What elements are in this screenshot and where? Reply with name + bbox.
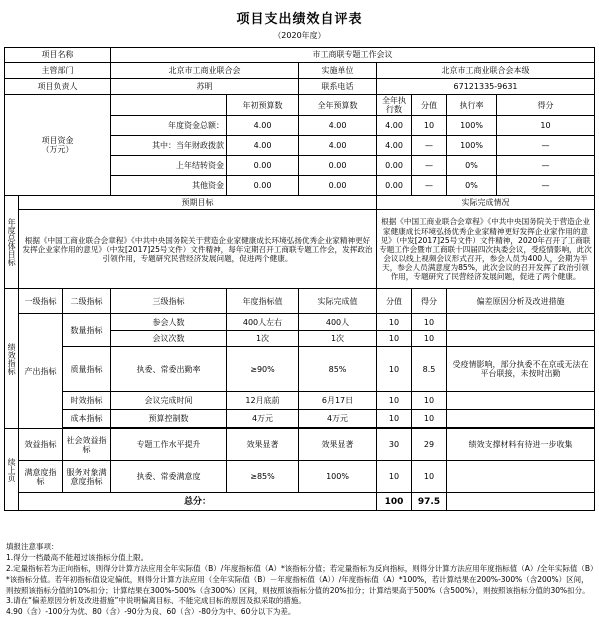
funds-cell: — (412, 176, 447, 196)
indicator-score: 8.5 (412, 347, 447, 392)
indicator-target: ≥90% (227, 347, 299, 392)
indicator-score: 10 (412, 331, 447, 347)
funds-cell: 4.00 (377, 116, 412, 136)
level2-service: 服务对象满意度指标 (63, 461, 111, 493)
funds-header: 年初预算数 (227, 95, 299, 116)
funds-cell: 4.00 (227, 116, 299, 136)
level1-effect: 效益指标 (19, 429, 63, 461)
funds-header: 全年预算数 (299, 95, 377, 116)
self-evaluation-table (4, 47, 595, 511)
indicator-score: 10 (412, 314, 447, 331)
indicator-note (447, 314, 595, 331)
level2-quantity: 数量指标 (63, 314, 111, 347)
total-label: 总分： (19, 493, 377, 511)
expected-goal-label: 预期目标 (19, 196, 377, 210)
indicator-note (447, 392, 595, 410)
dept-value: 北京市工商业联合会 (111, 63, 299, 79)
funds-cell: 4.00 (299, 116, 377, 136)
funds-cell: — (412, 136, 447, 156)
note-item: 4.90（含）-100分为优、80（含）-90分为良、60（含）-80分为中、60分以下为差。 (6, 607, 296, 617)
funds-cell: 0.00 (299, 156, 377, 176)
goals-side-label: 年度总体目标 (5, 196, 19, 289)
funds-cell: 10 (412, 116, 447, 136)
indicator-target: 1次 (227, 331, 299, 347)
indicator-score-max: 10 (377, 461, 412, 493)
note-item: 3.请在“偏差原因分析及改进措施”中说明偏离目标、不能完成目标的原因及拟采取的措施。 (6, 596, 306, 606)
perf-header: 年度指标值 (227, 289, 299, 314)
perf-header: 分值 (377, 289, 412, 314)
year-subtitle: （2020年度） (273, 31, 326, 40)
indicator-actual: 6月17日 (299, 392, 377, 410)
funds-cell: 0.00 (299, 176, 377, 196)
indicator-score-max: 10 (377, 331, 412, 347)
funds-cell: 4.00 (377, 136, 412, 156)
total-max: 100 (377, 493, 412, 511)
funds-cell: 0.00 (227, 176, 299, 196)
expected-goal-text: 根据《中国工商业联合会章程》《中共中央国务院关于营造企业家健康成长环境弘扬优秀企业家精神更好发挥企业家作用的意见》（中发[2017]25号文件）文件精神，每年定期召开工商联专题工作会，发挥政治引领作用，专题研究民营经济发展问题，促进两个健康。 (19, 210, 377, 289)
indicator-actual: 1次 (299, 331, 377, 347)
perf-header: 得分 (412, 289, 447, 314)
indicator-actual: 100% (299, 461, 377, 493)
notes-heading: 填报注意事项： (6, 542, 59, 551)
indicator-target: 效果显著 (227, 429, 299, 461)
indicator-note (447, 461, 595, 493)
indicator-note (447, 331, 595, 347)
funds-cell: 100% (447, 136, 497, 156)
indicator-name: 会议次数 (111, 331, 227, 347)
notes-section (6, 542, 594, 618)
indicator-note: 受疫情影响，部分执委不在京或无法在平台联接，未按时出勤 (447, 347, 595, 392)
funds-cell: 100% (447, 116, 497, 136)
continued-side-label: 续上页 (5, 429, 19, 511)
total-note (447, 493, 595, 511)
perf-header: 实际完成值 (299, 289, 377, 314)
indicator-target: ≥85% (227, 461, 299, 493)
funds-header-blank (111, 95, 227, 116)
funds-header: 全年执行数 (377, 95, 412, 116)
indicator-name: 执委、常委出勤率 (111, 347, 227, 392)
level2-social: 社会效益指标 (63, 429, 111, 461)
indicator-name: 参会人数 (111, 314, 227, 331)
phone-value: 67121335-9631 (377, 79, 595, 95)
level2-cost: 成本指标 (63, 410, 111, 428)
phone-label: 联系电话 (299, 79, 377, 95)
indicator-note: 绩效支撑材料有待进一步收集 (447, 429, 595, 461)
indicator-score-max: 10 (377, 314, 412, 331)
actual-result-label: 实际完成情况 (377, 196, 595, 210)
perf-header: 二级指标 (63, 289, 111, 314)
funds-header: 得分 (497, 95, 595, 116)
leader-label: 项目负责人 (5, 79, 111, 95)
impl-value: 北京市工商业联合会本级 (377, 63, 595, 79)
funds-cell: — (497, 136, 595, 156)
funds-cell: 4.00 (299, 136, 377, 156)
level1-satisfaction: 满意度指标 (19, 461, 63, 493)
indicator-actual: 4万元 (299, 410, 377, 428)
indicator-score: 10 (412, 461, 447, 493)
indicator-score: 29 (412, 429, 447, 461)
total-score: 97.5 (412, 493, 447, 511)
funds-row-name: 其中：当年财政拨款 (111, 136, 227, 156)
level2-quality: 质量指标 (63, 347, 111, 392)
indicator-score: 10 (412, 392, 447, 410)
funds-cell: 0% (447, 156, 497, 176)
indicator-name: 执委、常委满意度 (111, 461, 227, 493)
funds-cell: 0.00 (227, 156, 299, 176)
page-title: 项目支出绩效自评表 (236, 12, 363, 27)
indicator-score-max: 30 (377, 429, 412, 461)
indicator-name: 预算控制数 (111, 410, 227, 428)
perf-header: 偏差原因分析及改进措施 (447, 289, 595, 314)
actual-result-text: 根据《中国工商业联合会章程》《中共中央国务院关于营造企业家健康成长环境弘扬优秀企业家精神更好发挥企业家作用的意见》（中发[2017]25号文件）文件精神，2020年召开了工商联专题工作会暨市工商联十四届四次执委会议，受疫情影响，此次会议以线上视频会议形式召开，参会人员为400人，会期为半天，参会人员满意度为85%，此次会议的召开发挥了政治引领作用，专题研究了民营经济发展问题，促进了两个健康。 (377, 210, 595, 289)
funds-cell: — (497, 156, 595, 176)
funds-cell: 10 (497, 116, 595, 136)
level2-time: 时效指标 (63, 392, 111, 410)
funds-row-name: 其他资金 (111, 176, 227, 196)
indicator-note (447, 410, 595, 428)
dept-label: 主管部门 (5, 63, 111, 79)
project-name-label: 项目名称 (5, 48, 111, 63)
funds-label: 项目资金 （万元） (5, 95, 111, 196)
indicator-actual: 85% (299, 347, 377, 392)
indicator-score-max: 10 (377, 347, 412, 392)
perf-header: 三级指标 (111, 289, 227, 314)
indicator-name: 专题工作水平提升 (111, 429, 227, 461)
indicator-target: 400人左右 (227, 314, 299, 331)
funds-cell: 0.00 (377, 156, 412, 176)
funds-header: 分值 (412, 95, 447, 116)
indicator-actual: 效果显著 (299, 429, 377, 461)
funds-row-name: 上年结转资金 (111, 156, 227, 176)
indicator-score-max: 10 (377, 410, 412, 428)
indicator-target: 4万元 (227, 410, 299, 428)
note-item: 2.定量指标若为正向指标，则得分计算方法应用全年实际值（B）/年度指标值（A）*该指标分值；若定量指标为反向指标，则得分计算方法应用年度指标值（A）/全年实际值（B）*该指标分值。若年初指标值设定偏低，则得分计算方法应用（全年实际值（B）－年度指标值（A））/年度指标值（A）*100%，若计算结果在200%-300%（含200%）区间，则按照该指标分值的10%扣分；计算结果在300%-500%（含300%）区间，则按照该指标分值的20%扣分；计算结果高于500%（含500%），则按照该指标分值的30%扣分。 (6, 563, 594, 595)
funds-row-name: 年度资金总额： (111, 116, 227, 136)
indicator-name: 会议完成时间 (111, 392, 227, 410)
funds-cell: 0.00 (377, 176, 412, 196)
indicator-score-max: 10 (377, 392, 412, 410)
indicator-target: 12月底前 (227, 392, 299, 410)
impl-label: 实施单位 (299, 63, 377, 79)
project-name: 市工商联专题工作会议 (111, 48, 595, 63)
funds-cell: 4.00 (227, 136, 299, 156)
note-item: 1.得分一档最高不能超过该指标分值上限。 (6, 552, 149, 562)
perf-header: 一级指标 (19, 289, 63, 314)
funds-cell: — (412, 156, 447, 176)
funds-header: 执行率 (447, 95, 497, 116)
level1-output: 产出指标 (19, 314, 63, 429)
indicator-actual: 400人 (299, 314, 377, 331)
funds-cell: 0% (447, 176, 497, 196)
leader-value: 苏明 (111, 79, 299, 95)
indicator-score: 10 (412, 410, 447, 428)
funds-cell: — (497, 176, 595, 196)
perf-side-label: 绩效指标 (5, 289, 19, 429)
